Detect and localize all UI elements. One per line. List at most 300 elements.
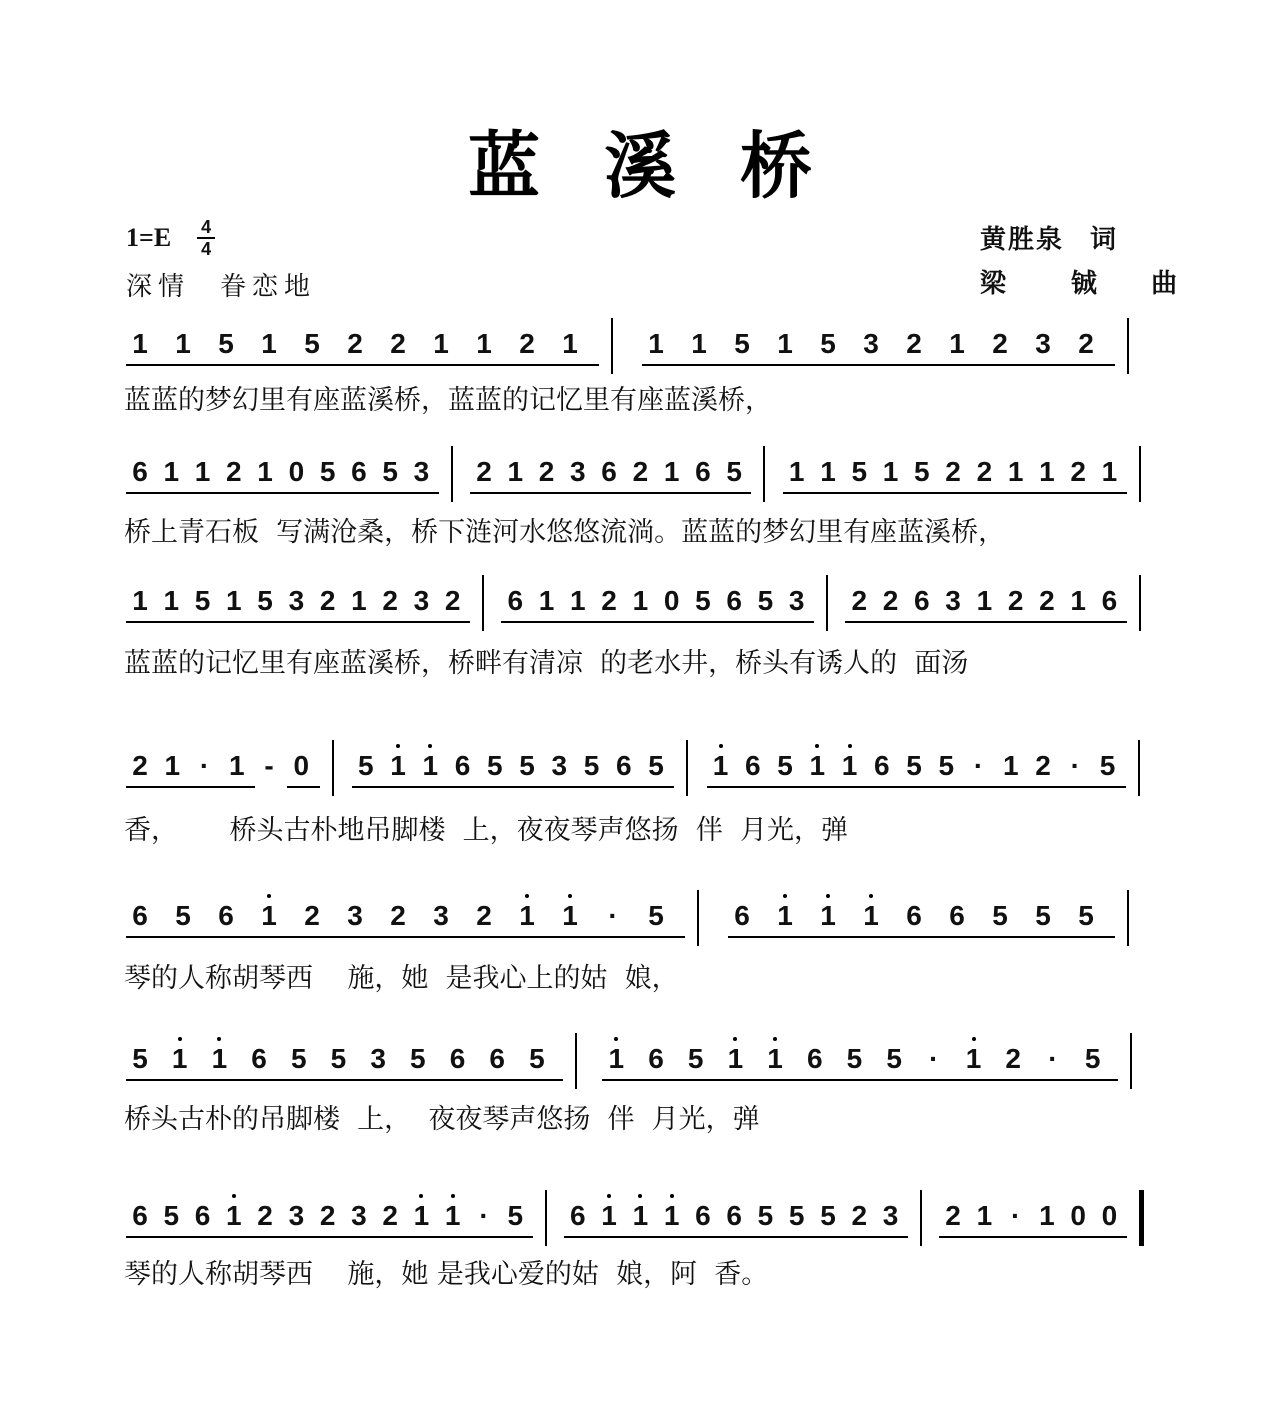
note: 1 [788, 456, 805, 487]
note: 5 [757, 1200, 774, 1231]
beam-underline [126, 364, 169, 366]
note: · [1010, 1200, 1021, 1231]
note: 5 [486, 750, 503, 781]
note: 5 [1084, 1043, 1101, 1074]
note: 3 [1035, 328, 1051, 359]
beam-underline [158, 786, 190, 788]
beam-underline [444, 1079, 484, 1081]
note: 1 [816, 900, 840, 932]
note: 2 [906, 328, 922, 359]
notation-line [0, 890, 1280, 950]
beam-underline [626, 492, 657, 494]
notation-line [0, 575, 1280, 635]
beam-underline [761, 1079, 801, 1081]
beam-underline [220, 1236, 251, 1238]
note: 1 [632, 585, 649, 616]
note: 6 [489, 1043, 505, 1074]
beam-underline [868, 786, 900, 788]
note: 2 [851, 585, 868, 616]
beam-underline [595, 1236, 626, 1238]
beam-underline [900, 364, 943, 366]
note: 5 [906, 750, 922, 781]
note: 1 [1070, 585, 1086, 616]
beam-underline [771, 936, 814, 938]
note: 2 [992, 328, 1008, 359]
beam-underline [840, 1079, 880, 1081]
notation-line [0, 1190, 1280, 1250]
note: 5 [788, 1200, 805, 1231]
note: 1 [838, 750, 862, 782]
note: - [264, 750, 274, 781]
beam-underline [251, 1236, 282, 1238]
beam-underline [1072, 936, 1115, 938]
beam-underline [728, 364, 771, 366]
note: 2 [945, 456, 961, 487]
note: 1 [222, 1200, 246, 1232]
beam-underline [157, 621, 188, 623]
beam-underline [771, 786, 803, 788]
note: 1 [820, 456, 836, 487]
note: 5 [820, 328, 836, 359]
note: 0 [288, 456, 305, 487]
note: 1 [562, 328, 578, 359]
beam-underline [1029, 936, 1072, 938]
beam-underline [626, 1236, 657, 1238]
note: 5 [357, 750, 374, 781]
note: 5 [734, 328, 750, 359]
beam-underline [439, 1236, 470, 1238]
beam-underline [814, 364, 857, 366]
beam-underline [282, 621, 313, 623]
beam-underline [285, 1079, 325, 1081]
beam-underline [1072, 364, 1115, 366]
lyrics-line: 桥头古朴的吊脚楼 上， 夜夜琴声悠扬 伴 月光，弹 [124, 1104, 760, 1135]
note: 1 [723, 1043, 747, 1075]
beam-underline [251, 621, 282, 623]
beam-underline [376, 492, 407, 494]
note: 3 [882, 1200, 899, 1231]
beam-underline [999, 1079, 1039, 1081]
beam-underline [610, 786, 642, 788]
beam-underline [721, 1079, 761, 1081]
note: 3 [351, 1200, 367, 1231]
beam-underline [513, 936, 556, 938]
note: 1 [558, 900, 582, 932]
note: 1 [976, 585, 993, 616]
note: 5 [648, 900, 664, 931]
note: 2 [347, 328, 363, 359]
note: 1 [660, 1200, 684, 1232]
note: 6 [218, 900, 234, 931]
note: · [608, 900, 618, 931]
note: 1 [773, 900, 797, 932]
barline [332, 740, 334, 796]
note: 2 [476, 900, 492, 931]
beam-underline [1002, 1236, 1033, 1238]
note: 3 [288, 585, 305, 616]
note: 1 [261, 328, 277, 359]
beam-underline [877, 492, 908, 494]
note: 6 [726, 1200, 742, 1231]
note: 5 [992, 900, 1008, 931]
note: 1 [175, 328, 191, 359]
note: 6 [873, 750, 890, 781]
note: 6 [132, 900, 148, 931]
note: 1 [648, 328, 664, 359]
note: 0 [1070, 1200, 1086, 1231]
note: 5 [914, 456, 930, 487]
beam-underline [658, 492, 689, 494]
note: 5 [1078, 900, 1094, 931]
beam-underline [908, 492, 939, 494]
note: 3 [788, 585, 805, 616]
note: 6 [570, 1200, 586, 1231]
beam-underline [685, 364, 728, 366]
beam-underline [1095, 492, 1126, 494]
note: 5 [304, 328, 320, 359]
beam-underline [997, 786, 1029, 788]
note: 1 [163, 585, 180, 616]
note: 6 [695, 456, 711, 487]
barline [611, 318, 613, 374]
note: 5 [846, 1043, 863, 1074]
note: 1 [226, 585, 242, 616]
beam-underline [728, 936, 771, 938]
note: 6 [906, 900, 922, 931]
beam-underline [324, 1079, 364, 1081]
beam-underline [783, 492, 814, 494]
note: 5 [382, 456, 398, 487]
beam-underline [1002, 492, 1033, 494]
note: 6 [726, 585, 742, 616]
note: 1 [805, 750, 829, 782]
barline [1127, 890, 1129, 946]
lyrics-line: 香， 桥头古朴地吊脚楼 上，夜夜琴声悠扬 伴 月光，弹 [124, 815, 848, 846]
beam-underline [932, 786, 964, 788]
note: 6 [194, 1200, 211, 1231]
beam-underline [533, 492, 564, 494]
note: 2 [1078, 328, 1094, 359]
beam-underline [352, 786, 384, 788]
beam-underline [345, 492, 376, 494]
beam-underline [602, 1079, 642, 1081]
beam-underline [970, 621, 1001, 623]
beam-underline [877, 1236, 908, 1238]
lyrics-line: 桥上青石板 写满沧桑，桥下涟河水悠悠流淌。蓝蓝的梦幻里有座蓝溪桥， [124, 517, 1006, 548]
beam-underline [707, 786, 739, 788]
note: 5 [257, 585, 273, 616]
note: 1 [1007, 456, 1024, 487]
beam-underline [556, 936, 599, 938]
beam-underline [564, 1236, 595, 1238]
beam-underline [220, 492, 251, 494]
beam-underline [943, 364, 986, 366]
note: 6 [601, 456, 617, 487]
beam-underline [642, 1079, 682, 1081]
beam-underline [1061, 786, 1093, 788]
beam-underline [1064, 621, 1095, 623]
note: 5 [319, 456, 336, 487]
note: 1 [507, 456, 524, 487]
note: 3 [863, 328, 879, 359]
beam-underline [345, 1236, 376, 1238]
note: 2 [538, 456, 555, 487]
note: 1 [433, 328, 449, 359]
note: 1 [207, 1043, 231, 1075]
note: 2 [226, 456, 242, 487]
note: 1 [882, 456, 899, 487]
beam-underline [939, 1236, 970, 1238]
note: 6 [744, 750, 761, 781]
beam-underline [470, 936, 513, 938]
beam-underline [1029, 364, 1072, 366]
beam-underline [814, 1236, 845, 1238]
note: 3 [347, 900, 363, 931]
note: 2 [1035, 750, 1051, 781]
note: 5 [519, 750, 535, 781]
note: 5 [757, 585, 774, 616]
note: 1 [194, 456, 211, 487]
beam-underline [857, 364, 900, 366]
note: 5 [695, 585, 711, 616]
barline [697, 890, 699, 946]
note: 1 [409, 1200, 433, 1232]
note: · [479, 1200, 489, 1231]
beam-underline [407, 492, 438, 494]
note: 1 [962, 1043, 986, 1075]
beam-underline [836, 786, 868, 788]
beam-underline [986, 364, 1029, 366]
note: · [199, 750, 210, 781]
beam-underline [251, 492, 282, 494]
note: 1 [976, 1200, 993, 1231]
note: 5 [194, 585, 211, 616]
barline [763, 446, 765, 502]
beam-underline [282, 492, 313, 494]
beam-underline [341, 936, 384, 938]
beam-underline [689, 492, 720, 494]
beam-underline [439, 621, 470, 623]
note: 6 [251, 1043, 267, 1074]
barline [1127, 318, 1129, 374]
note: 2 [319, 1200, 336, 1231]
note: 5 [938, 750, 955, 781]
beam-underline [1079, 1079, 1119, 1081]
beam-underline [126, 621, 157, 623]
note: 3 [433, 900, 449, 931]
beam-underline [533, 621, 564, 623]
note: 2 [257, 1200, 273, 1231]
note: 1 [763, 1043, 787, 1075]
beam-underline [314, 1236, 345, 1238]
beam-underline [157, 1236, 188, 1238]
note: 6 [1101, 585, 1118, 616]
note: 3 [288, 1200, 305, 1231]
note: 0 [1101, 1200, 1118, 1231]
beam-underline [1029, 786, 1061, 788]
note: · [973, 750, 984, 781]
beam-underline [803, 786, 835, 788]
note: 1 [515, 900, 539, 932]
beam-underline [282, 1236, 313, 1238]
note: 5 [132, 1043, 148, 1074]
notation-line [0, 740, 1280, 800]
note: 6 [695, 1200, 711, 1231]
beam-underline [501, 621, 532, 623]
beam-underline [1033, 492, 1064, 494]
beam-underline [126, 936, 169, 938]
key-and-time [126, 218, 316, 258]
beam-underline [245, 1079, 285, 1081]
beam-underline [1064, 492, 1095, 494]
beam-underline [658, 621, 689, 623]
note: 5 [583, 750, 600, 781]
note: 2 [1039, 585, 1055, 616]
note: 6 [132, 456, 148, 487]
lyrics-line: 琴的人称胡琴西 施，她 是我心爱的姑 娘，阿 香。 [124, 1259, 769, 1290]
barline [826, 575, 828, 631]
note: 5 [851, 456, 868, 487]
note: 3 [945, 585, 961, 616]
beam-underline [189, 621, 220, 623]
note: 1 [859, 900, 883, 932]
beam-underline [384, 786, 416, 788]
key-signature: 1=E [126, 223, 172, 252]
note: 3 [370, 1043, 386, 1074]
beam-underline [314, 621, 345, 623]
beam-underline [689, 1236, 720, 1238]
barline [1130, 1033, 1132, 1089]
beam-underline [449, 786, 481, 788]
note: 3 [413, 585, 430, 616]
beam-underline [751, 1236, 782, 1238]
beam-underline [169, 936, 212, 938]
beam-underline [920, 1079, 960, 1081]
notation-line [0, 1033, 1280, 1093]
note: 1 [1039, 1200, 1055, 1231]
beam-underline [642, 786, 674, 788]
beam-underline [126, 1079, 166, 1081]
beam-underline [189, 1236, 220, 1238]
note: 1 [257, 456, 273, 487]
note: 6 [648, 1043, 664, 1074]
note: 1 [418, 750, 442, 782]
beam-underline [960, 1079, 1000, 1081]
beam-underline [205, 1079, 245, 1081]
beam-underline [314, 492, 345, 494]
note: 2 [882, 585, 899, 616]
note: 6 [914, 585, 930, 616]
note: 2 [319, 585, 336, 616]
beam-underline [255, 936, 298, 938]
beam-underline [556, 364, 599, 366]
note: 2 [304, 900, 320, 931]
lyrics-line: 琴的人称胡琴西 施，她 是我心上的姑 娘， [124, 963, 679, 994]
beam-underline [1094, 786, 1126, 788]
beam-underline [523, 1079, 563, 1081]
note: 0 [663, 585, 680, 616]
beam-underline [720, 1236, 751, 1238]
beam-underline [166, 1079, 206, 1081]
beam-underline [845, 621, 876, 623]
beam-underline [513, 786, 545, 788]
note: 1 [777, 328, 793, 359]
note: 6 [449, 1043, 466, 1074]
beam-underline [857, 936, 900, 938]
beam-underline [1033, 1236, 1064, 1238]
beam-underline [900, 786, 932, 788]
time-signature: $\frac{4}{4}$ [197, 218, 215, 258]
beam-underline [939, 621, 970, 623]
beam-underline [189, 492, 220, 494]
note: 2 [632, 456, 649, 487]
beam-underline [689, 621, 720, 623]
note: 5 [163, 1200, 180, 1231]
note: 1 [386, 750, 410, 782]
barline [1139, 446, 1141, 502]
note: 5 [777, 750, 793, 781]
note: 2 [519, 328, 535, 359]
beam-underline [212, 936, 255, 938]
note: 2 [1005, 1043, 1021, 1074]
note: 6 [806, 1043, 823, 1074]
note: 5 [820, 1200, 836, 1231]
beam-underline [783, 1236, 814, 1238]
note: 1 [628, 1200, 652, 1232]
beam-underline [483, 1079, 523, 1081]
barline [920, 1190, 922, 1246]
beam-underline [287, 786, 319, 788]
note: 6 [132, 1200, 148, 1231]
note: 2 [390, 900, 406, 931]
beam-underline [682, 1079, 722, 1081]
beam-underline [642, 936, 685, 938]
beam-underline [595, 492, 626, 494]
beam-underline [169, 364, 212, 366]
beam-underline [376, 621, 407, 623]
note: 1 [1101, 456, 1118, 487]
note: 1 [604, 1043, 628, 1075]
note: 1 [570, 585, 586, 616]
beam-underline [341, 364, 384, 366]
notation-line [0, 318, 1280, 378]
credits [980, 218, 1177, 306]
note: 1 [691, 328, 707, 359]
note: · [1070, 750, 1080, 781]
note: 0 [293, 750, 310, 781]
beam-underline [212, 364, 255, 366]
note: 1 [168, 1043, 192, 1075]
beam-underline [404, 1079, 444, 1081]
beam-underline [501, 492, 532, 494]
note: 5 [175, 900, 191, 931]
beam-underline [595, 621, 626, 623]
beam-underline [427, 936, 470, 938]
barline [482, 575, 484, 631]
note: 1 [228, 750, 245, 781]
lyrics-line: 蓝蓝的记忆里有座蓝溪桥，桥畔有清凉 的老水井，桥头有诱人的 面汤 [124, 648, 969, 679]
note: 1 [351, 585, 367, 616]
beam-underline [642, 364, 685, 366]
beam-underline [427, 364, 470, 366]
beam-underline [416, 786, 448, 788]
barline [1139, 1190, 1144, 1246]
note: 3 [551, 750, 568, 781]
barline [545, 1190, 547, 1246]
note: 1 [441, 1200, 465, 1232]
beam-underline [345, 621, 376, 623]
note: 2 [132, 750, 148, 781]
